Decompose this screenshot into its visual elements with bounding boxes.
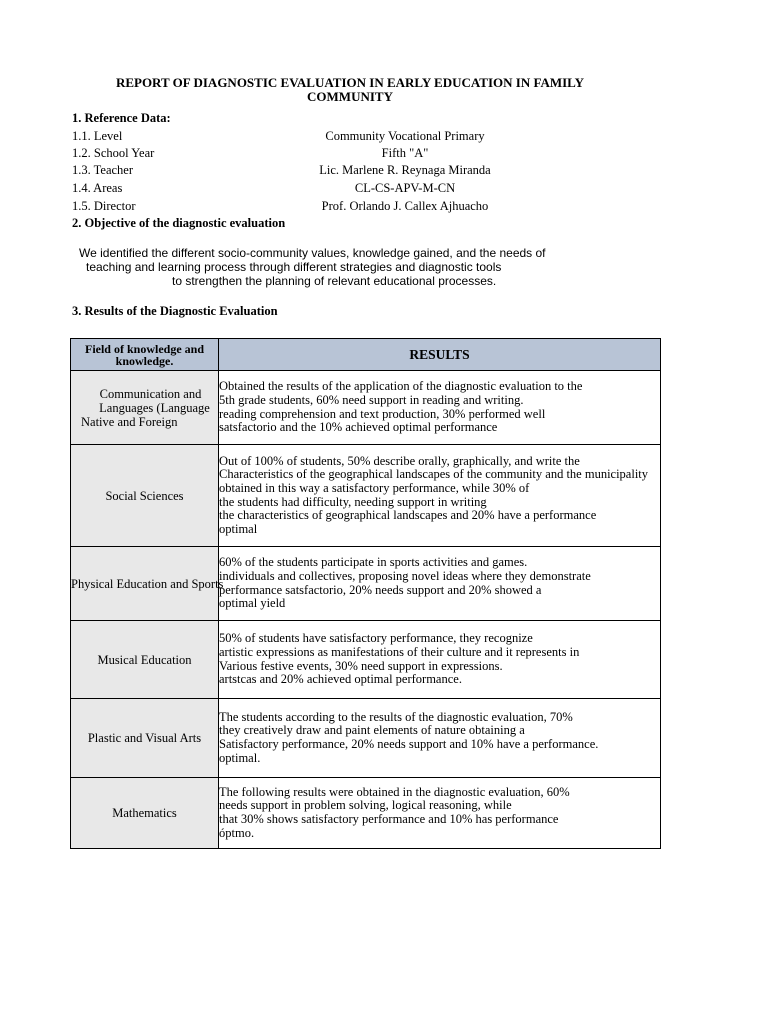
reference-value-director: Prof. Orlando J. Callex Ajhuacho (321, 199, 489, 213)
reference-label-areas: 1.4. Areas (72, 181, 123, 195)
field-line: Social Sciences (105, 488, 184, 503)
reference-value-teacher: Lic. Marlene R. Reynaga Miranda (319, 163, 491, 177)
reference-value-areas: CL-CS-APV-M-CN (354, 181, 456, 195)
header-results: RESULTS (219, 339, 661, 371)
report-title (100, 76, 600, 104)
result-line: performance satsfactorio, 20% needs support and 20% showed a (219, 582, 542, 597)
objective-line-3: to strengthen the planning of relevant educational processes. (172, 274, 497, 288)
result-line: reading comprehension and text production, 30% performed well (219, 406, 546, 421)
objective-line-1: We identified the different socio-community values, knowledge gained, and the needs of (79, 246, 546, 260)
table-row (71, 778, 661, 849)
result-line: individuals and collectives, proposing novel ideas where they demonstrate (219, 568, 591, 583)
result-line: 5th grade students, 60% need support in reading and writing. (219, 392, 524, 407)
result-line: satsfactorio and the 10% achieved optimal performance (219, 420, 498, 435)
result-line: Out of 100% of students, 50% describe orally, graphically, and write the (219, 453, 580, 468)
header-field-of-knowledge (71, 339, 219, 371)
result-line: they creatively draw and paint elements of nature obtaining a (219, 723, 525, 738)
field-physical-education (71, 547, 224, 621)
field-plastic-visual-arts (71, 699, 219, 778)
result-communication-languages (219, 371, 661, 445)
result-line: needs support in problem solving, logical reasoning, while (219, 798, 512, 813)
field-social-sciences (71, 445, 219, 547)
results-table-header (71, 339, 661, 371)
result-line: óptmo. (219, 825, 255, 840)
table-row (71, 547, 661, 621)
field-line: Physical Education and Sports (71, 576, 224, 591)
field-communication-languages (71, 371, 219, 445)
result-line: that 30% shows satisfactory performance and 10% has performance (219, 812, 559, 826)
objective-line-2: teaching and learning process through different strategies and diagnostic tools (86, 260, 502, 274)
report-title-line-1: REPORT OF DIAGNOSTIC EVALUATION IN EARLY EDUCATION IN FAMILY (115, 75, 585, 90)
result-social-sciences (219, 445, 661, 547)
result-line: the students had difficulty, needing support in writing (219, 494, 487, 509)
results-table (70, 338, 661, 849)
result-mathematics (219, 778, 661, 849)
result-line: obtained in this way a satisfactory performance, while 30% of (219, 480, 530, 495)
reference-label-director: 1.5. Director (72, 199, 136, 213)
reference-label-level: 1.1. Level (72, 129, 123, 143)
field-line: Musical Education (97, 652, 192, 667)
field-line: Native and Foreign (81, 414, 178, 429)
table-row (71, 621, 661, 699)
result-line: The following results were obtained in the diagnostic evaluation, 60% (219, 784, 570, 799)
result-line: optimal yield (219, 596, 286, 611)
result-plastic-visual-arts (219, 699, 661, 778)
header-field-line-2: knowledge. (115, 353, 174, 368)
result-line: artistic expressions as manifestations of their culture and it represents in (219, 644, 580, 659)
field-line: Languages (Language (99, 400, 210, 415)
result-line: optimal. (219, 750, 261, 765)
result-line: Satisfactory performance, 20% needs support and 10% have a performance. (219, 737, 599, 751)
result-line: artstcas and 20% achieved optimal performance. (219, 672, 462, 687)
result-line: the characteristics of geographical landscapes and 20% have a performance (219, 508, 597, 523)
field-musical-education (71, 621, 219, 699)
section-3-heading: 3. Results of the Diagnostic Evaluation (72, 304, 278, 318)
result-line: Obtained the results of the application of the diagnostic evaluation to the (219, 379, 583, 394)
result-line: Characteristics of the geographical landscapes of the community and the municipality (219, 467, 649, 482)
result-physical-education (219, 547, 661, 621)
result-line: 50% of students have satisfactory performance, they recognize (219, 631, 533, 646)
result-musical-education (219, 621, 661, 699)
field-line: Plastic and Visual Arts (87, 731, 202, 745)
result-line: The students according to the results of the diagnostic evaluation, 70% (219, 709, 573, 724)
reference-label-teacher: 1.3. Teacher (72, 163, 134, 177)
section-2-heading: 2. Objective of the diagnostic evaluation (72, 216, 286, 230)
result-line: optimal (219, 521, 258, 536)
field-mathematics (71, 778, 219, 849)
table-row (71, 445, 661, 547)
field-line: Communication and (99, 386, 202, 401)
table-row (71, 699, 661, 778)
reference-value-school-year: Fifth "A" (381, 146, 429, 160)
reference-value-level: Community Vocational Primary (325, 129, 485, 143)
table-row (71, 371, 661, 445)
field-line: Mathematics (112, 806, 177, 820)
section-1-heading: 1. Reference Data: (72, 111, 171, 125)
header-field-line-1: Field of knowledge and (84, 341, 204, 356)
result-line: 60% of the students participate in sports activities and games. (219, 555, 528, 570)
objective-text (70, 246, 570, 288)
result-line: Various festive events, 30% need support in expressions. (219, 658, 503, 673)
reference-label-school-year: 1.2. School Year (72, 146, 155, 160)
report-title-line-2: COMMUNITY (307, 89, 393, 104)
